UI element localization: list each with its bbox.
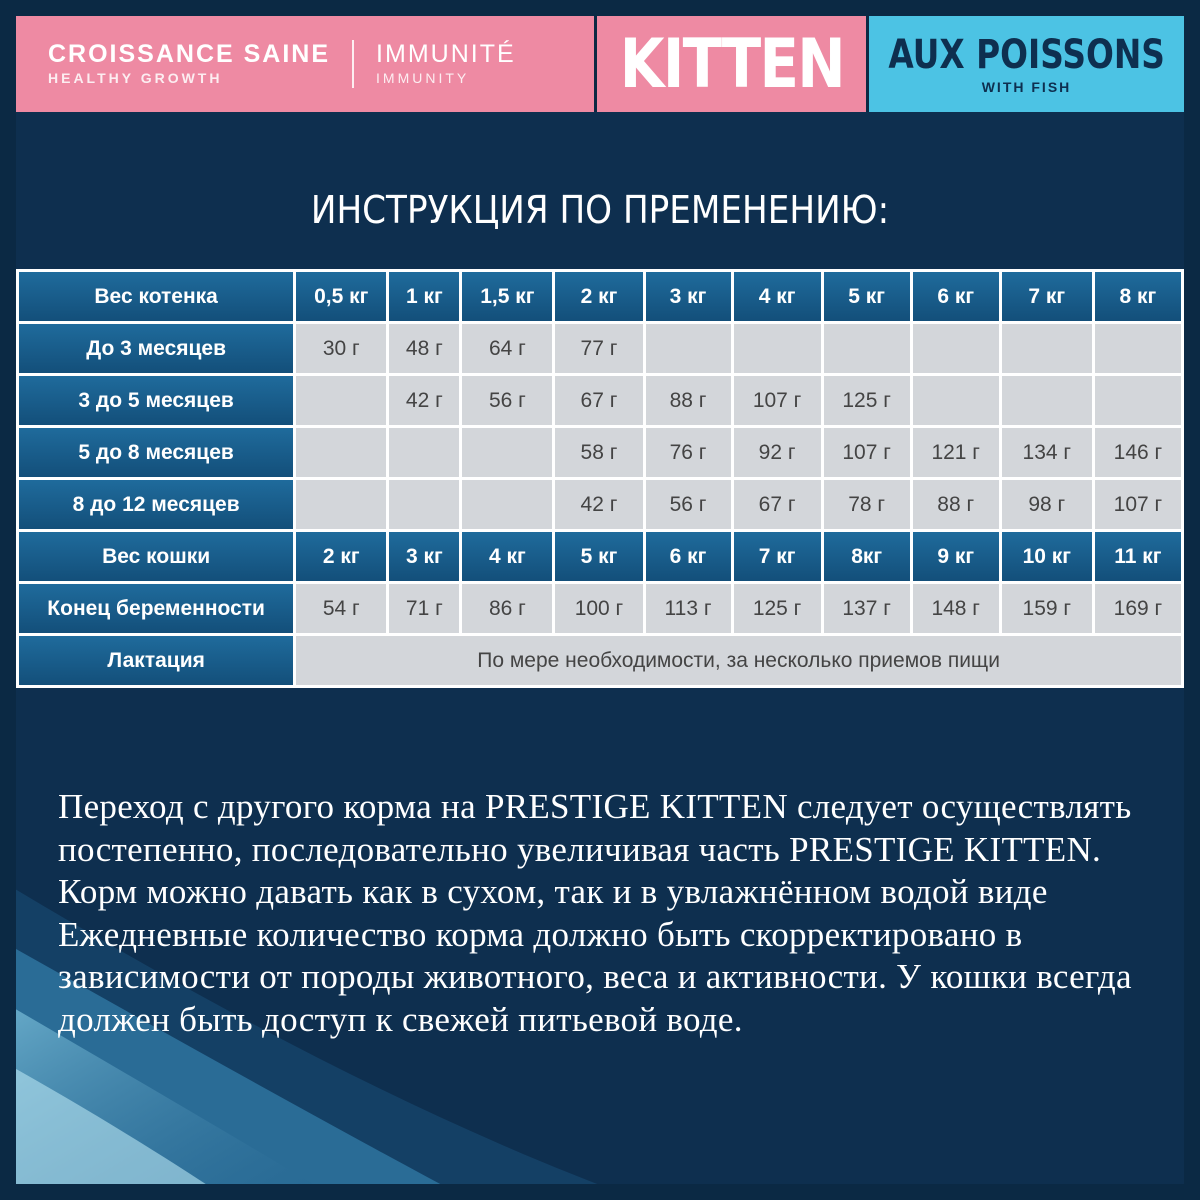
portion-cell bbox=[1095, 376, 1181, 425]
instructions-text: Переход с другого корма на PRESTIGE KITTEN следует осуществлять постепенно, последовательно увеличивая часть PRESTIGE KITTEN. Корм можно давать как в сухом, так и в увлажнённом водой виде Ежедневные количество корма должно быть скорректировано в зависимости от породы животного, веса и активности. У кошки всегда должен быть доступ к свежей питьевой воде. bbox=[58, 787, 1132, 1039]
row-label: 3 до 5 месяцев bbox=[19, 376, 293, 425]
weight-header: 2 кг bbox=[296, 532, 386, 581]
portion-cell: 58 г bbox=[555, 428, 642, 477]
portion-cell: 54 г bbox=[296, 584, 386, 633]
kitten-age-row bbox=[19, 324, 1181, 373]
portion-cell: 78 г bbox=[824, 480, 910, 529]
portion-cell: 77 г bbox=[555, 324, 642, 373]
weight-header: 3 кг bbox=[646, 272, 731, 321]
portion-cell: 71 г bbox=[389, 584, 459, 633]
kitten-age-row bbox=[19, 376, 1181, 425]
portion-cell: 148 г bbox=[913, 584, 999, 633]
portion-cell: 88 г bbox=[913, 480, 999, 529]
weight-header: 4 кг bbox=[462, 532, 552, 581]
growth-title: CROISSANCE SAINE bbox=[48, 40, 331, 68]
portion-cell bbox=[824, 324, 910, 373]
portion-cell: 121 г bbox=[913, 428, 999, 477]
portion-cell bbox=[734, 324, 821, 373]
growth-subtitle: HEALTHY GROWTH bbox=[48, 70, 223, 86]
portion-cell: 125 г bbox=[824, 376, 910, 425]
weight-header: 5 кг bbox=[824, 272, 910, 321]
weight-header: 9 кг bbox=[913, 532, 999, 581]
portion-cell bbox=[296, 376, 386, 425]
portion-cell: 86 г bbox=[462, 584, 552, 633]
weight-header: 8кг bbox=[824, 532, 910, 581]
portion-cell: 100 г bbox=[555, 584, 642, 633]
weight-header: 10 кг bbox=[1002, 532, 1092, 581]
portion-cell bbox=[1002, 324, 1092, 373]
weight-header: 11 кг bbox=[1095, 532, 1181, 581]
portion-cell bbox=[1095, 324, 1181, 373]
portion-cell bbox=[1002, 376, 1092, 425]
portion-cell bbox=[389, 480, 459, 529]
weight-header: 2 кг bbox=[555, 272, 642, 321]
header-divider bbox=[352, 40, 354, 88]
portion-cell bbox=[462, 480, 552, 529]
row-label: 5 до 8 месяцев bbox=[19, 428, 293, 477]
portion-cell bbox=[913, 324, 999, 373]
row-label: Вес котенка bbox=[19, 272, 293, 321]
product-name: KITTEN bbox=[619, 24, 844, 104]
row-label: Конец беременности bbox=[19, 584, 293, 633]
row-label: Вес кошки bbox=[19, 532, 293, 581]
product-label bbox=[594, 16, 866, 112]
flavor-title: AUX POISSONS bbox=[888, 32, 1165, 78]
weight-header: 5 кг bbox=[555, 532, 642, 581]
benefit-immunity bbox=[376, 40, 516, 88]
weight-header: 7 кг bbox=[734, 532, 821, 581]
pregnancy-row bbox=[19, 584, 1181, 633]
row-label: 8 до 12 месяцев bbox=[19, 480, 293, 529]
kitten-age-row bbox=[19, 480, 1181, 529]
immunity-title: IMMUNITÉ bbox=[376, 40, 516, 68]
portion-cell: 42 г bbox=[555, 480, 642, 529]
kitten-weight-header-row bbox=[19, 272, 1181, 321]
weight-header: 6 кг bbox=[646, 532, 731, 581]
portion-cell: 88 г bbox=[646, 376, 731, 425]
portion-cell: 107 г bbox=[824, 428, 910, 477]
portion-cell: 67 г bbox=[734, 480, 821, 529]
feeding-table bbox=[16, 269, 1184, 688]
portion-cell: 92 г bbox=[734, 428, 821, 477]
portion-cell: 48 г bbox=[389, 324, 459, 373]
portion-cell bbox=[296, 428, 386, 477]
flavor-label bbox=[866, 16, 1184, 112]
weight-header: 6 кг bbox=[913, 272, 999, 321]
weight-header: 4 кг bbox=[734, 272, 821, 321]
weight-header: 0,5 кг bbox=[296, 272, 386, 321]
portion-cell bbox=[646, 324, 731, 373]
portion-cell: 42 г bbox=[389, 376, 459, 425]
weight-header: 7 кг bbox=[1002, 272, 1092, 321]
portion-cell bbox=[462, 428, 552, 477]
row-label: До 3 месяцев bbox=[19, 324, 293, 373]
weight-header: 1,5 кг bbox=[462, 272, 552, 321]
page-title: ИНСТРУКЦИЯ ПО ПРЕМЕНЕНИЮ: bbox=[310, 188, 890, 232]
immunity-subtitle: IMMUNITY bbox=[376, 70, 470, 86]
weight-header: 3 кг bbox=[389, 532, 459, 581]
weight-header: 1 кг bbox=[389, 272, 459, 321]
header-banner bbox=[16, 16, 1184, 112]
portion-cell: 113 г bbox=[646, 584, 731, 633]
portion-cell: 137 г bbox=[824, 584, 910, 633]
portion-cell: 107 г bbox=[734, 376, 821, 425]
portion-cell: 169 г bbox=[1095, 584, 1181, 633]
portion-cell bbox=[389, 428, 459, 477]
kitten-age-row bbox=[19, 428, 1181, 477]
portion-cell: 98 г bbox=[1002, 480, 1092, 529]
header-benefits bbox=[16, 16, 594, 112]
benefit-growth bbox=[48, 40, 330, 88]
lactation-note: По мере необходимости, за несколько приемов пищи bbox=[296, 636, 1181, 685]
lactation-row bbox=[19, 636, 1181, 685]
flavor-subtitle: WITH FISH bbox=[981, 79, 1072, 95]
portion-cell: 64 г bbox=[462, 324, 552, 373]
portion-cell: 67 г bbox=[555, 376, 642, 425]
portion-cell bbox=[296, 480, 386, 529]
portion-cell: 76 г bbox=[646, 428, 731, 477]
portion-cell: 146 г bbox=[1095, 428, 1181, 477]
portion-cell: 134 г bbox=[1002, 428, 1092, 477]
row-label: Лактация bbox=[19, 636, 293, 685]
portion-cell: 56 г bbox=[646, 480, 731, 529]
portion-cell bbox=[913, 376, 999, 425]
portion-cell: 56 г bbox=[462, 376, 552, 425]
weight-header: 8 кг bbox=[1095, 272, 1181, 321]
portion-cell: 125 г bbox=[734, 584, 821, 633]
portion-cell: 30 г bbox=[296, 324, 386, 373]
portion-cell: 107 г bbox=[1095, 480, 1181, 529]
portion-cell: 159 г bbox=[1002, 584, 1092, 633]
cat-weight-header-row bbox=[19, 532, 1181, 581]
